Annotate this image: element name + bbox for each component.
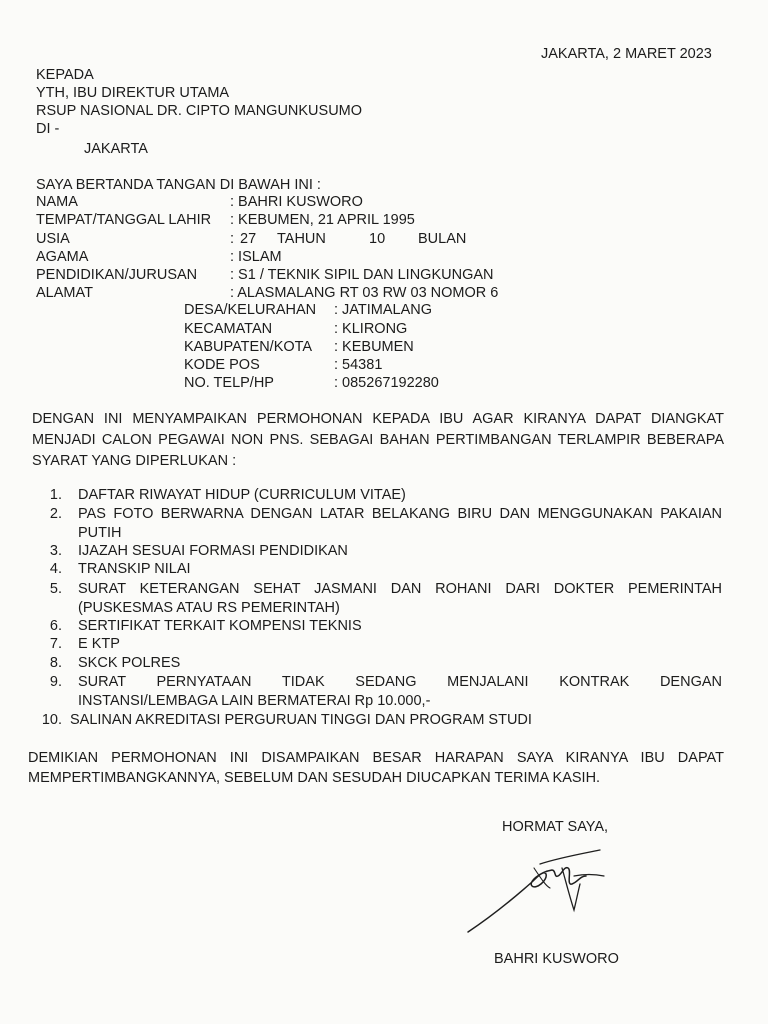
list-text-continuation: INSTANSI/LEMBAGA LAIN BERMATERAI Rp 10.000,- — [78, 693, 431, 709]
list-number: 9. — [49, 674, 62, 690]
list-text: E KTP — [78, 636, 120, 652]
list-number: 7. — [49, 636, 62, 652]
list-number: 4. — [49, 561, 62, 577]
request-line: SYARAT YANG DIPERLUKAN : — [32, 453, 237, 469]
list-number: 1. — [49, 487, 62, 503]
recipient-line: DI - — [36, 121, 60, 137]
address-value: : JATIMALANG — [334, 302, 433, 318]
closing-line: MEMPERTIMBANGKANNYA, SEBELUM DAN SESUDAH DIUCAPKAN TERIMA KASIH. — [28, 770, 601, 786]
address-label: KODE POS — [184, 357, 260, 373]
request-line: MENJADI CALON PEGAWAI NON PNS. SEBAGAI BAHAN PERTIMBANGAN TERLAMPIR BEBERAPA — [32, 432, 724, 448]
list-text: SALINAN AKREDITASI PERGURUAN TINGGI DAN PROGRAM STUDI — [70, 712, 532, 728]
address-label: KECAMATAN — [184, 321, 273, 337]
field-label: PENDIDIKAN/JURUSAN — [36, 267, 198, 283]
intro-line: SAYA BERTANDA TANGAN DI BAWAH INI : — [36, 177, 321, 193]
list-text: SKCK POLRES — [78, 655, 181, 671]
request-line: DENGAN INI MENYAMPAIKAN PERMOHONAN KEPADA IBU AGAR KIRANYA DAPAT DIANGKAT — [32, 411, 724, 427]
field-label: NAMA — [36, 194, 78, 210]
list-text: PAS FOTO BERWARNA DENGAN LATAR BELAKANG BIRU DAN MENGGUNAKAN PAKAIAN — [78, 506, 722, 522]
age-years-unit: TAHUN — [277, 231, 326, 247]
list-text-continuation: PUTIH — [78, 525, 122, 541]
list-text: IJAZAH SESUAI FORMASI PENDIDIKAN — [78, 543, 348, 559]
closing-line: DEMIKIAN PERMOHONAN INI DISAMPAIKAN BESAR HARAPAN SAYA KIRANYA IBU DAPAT — [28, 750, 724, 766]
recipient-line: KEPADA — [36, 67, 94, 83]
handwritten-signature — [462, 846, 612, 938]
field-value: : BAHRI KUSWORO — [230, 194, 363, 210]
field-label: TEMPAT/TANGGAL LAHIR — [36, 212, 212, 228]
age-months-unit: BULAN — [418, 231, 467, 247]
field-label: USIA — [36, 231, 70, 247]
address-value: : 54381 — [334, 357, 383, 373]
age-years: 27 — [240, 231, 257, 247]
list-number: 6. — [49, 618, 62, 634]
list-text: TRANSKIP NILAI — [78, 561, 191, 577]
list-number: 3. — [49, 543, 62, 559]
signatory-name: BAHRI KUSWORO — [494, 951, 619, 967]
field-colon: : — [230, 231, 235, 247]
list-text-continuation: (PUSKESMAS ATAU RS PEMERINTAH) — [78, 600, 340, 616]
list-number: 2. — [49, 506, 62, 522]
list-text: SURAT PERNYATAAN TIDAK SEDANG MENJALANI KONTRAK DENGAN — [78, 674, 722, 690]
regards-line: HORMAT SAYA, — [502, 819, 609, 835]
list-text: SERTIFIKAT TERKAIT KOMPENSI TEKNIS — [78, 618, 362, 634]
list-number: 10. — [41, 712, 62, 728]
recipient-line: RSUP NASIONAL DR. CIPTO MANGUNKUSUMO — [36, 103, 363, 119]
age-months: 10 — [369, 231, 386, 247]
list-text: DAFTAR RIWAYAT HIDUP (CURRICULUM VITAE) — [78, 487, 406, 503]
address-value: : KLIRONG — [334, 321, 408, 337]
field-label: ALAMAT — [36, 285, 93, 301]
recipient-line: YTH, IBU DIREKTUR UTAMA — [36, 85, 230, 101]
field-label: AGAMA — [36, 249, 89, 265]
recipient-city: JAKARTA — [84, 141, 148, 157]
field-value: : KEBUMEN, 21 APRIL 1995 — [230, 212, 415, 228]
address-value: : KEBUMEN — [334, 339, 414, 355]
address-label: DESA/KELURAHAN — [184, 302, 317, 318]
field-value: : ISLAM — [230, 249, 282, 265]
field-value: : S1 / TEKNIK SIPIL DAN LINGKUNGAN — [230, 267, 494, 283]
address-value: : 085267192280 — [334, 375, 439, 391]
list-number: 8. — [49, 655, 62, 671]
list-number: 5. — [49, 581, 62, 597]
date-line: JAKARTA, 2 MARET 2023 — [541, 46, 712, 62]
list-text: SURAT KETERANGAN SEHAT JASMANI DAN ROHANI DARI DOKTER PEMERINTAH — [78, 581, 722, 597]
address-label: NO. TELP/HP — [184, 375, 274, 391]
field-value: : ALASMALANG RT 03 RW 03 NOMOR 6 — [230, 285, 499, 301]
address-label: KABUPATEN/KOTA — [184, 339, 313, 355]
